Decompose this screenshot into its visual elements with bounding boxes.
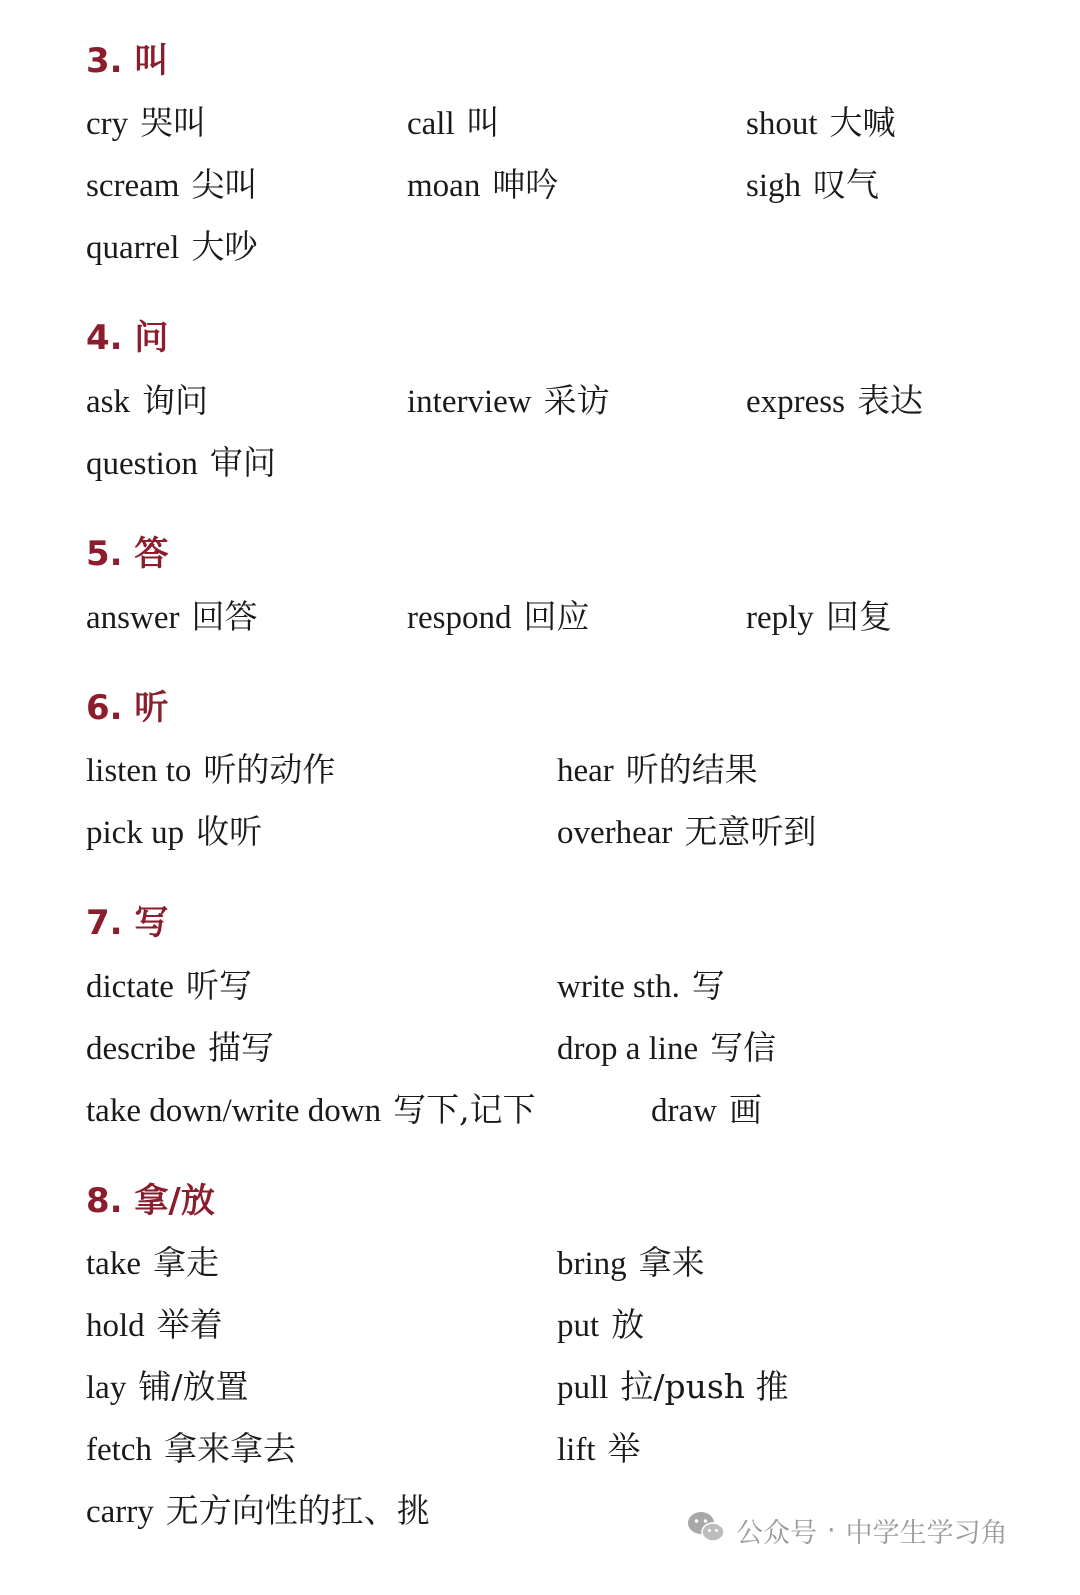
entry-english: ask [86, 384, 130, 420]
vocab-entry-sigh [746, 165, 880, 204]
section-heading-8: 8. 拿/放 [86, 1181, 215, 1221]
entry-chinese: 放 [611, 1305, 645, 1344]
entry-chinese: 哭叫 [140, 103, 207, 142]
entry-chinese: 大吵 [191, 227, 258, 266]
vocab-entry-moan [407, 165, 559, 204]
entry-english: put [557, 1308, 600, 1344]
entry-english: describe [86, 1031, 196, 1067]
entry-english: draw [651, 1093, 717, 1129]
entry-english: scream [86, 168, 180, 204]
entry-chinese: 无方向性的扛、挑 [165, 1491, 430, 1530]
vocab-entry-put [557, 1305, 645, 1344]
section-heading-6: 6. 听 [86, 688, 169, 728]
entry-chinese: 拿来 [638, 1243, 705, 1282]
entry-chinese: 采访 [543, 381, 610, 420]
vocab-entry-carry [86, 1491, 430, 1530]
entry-chinese: 写信 [710, 1028, 777, 1067]
vocab-entry-lift [557, 1429, 641, 1468]
entry-chinese: 描写 [207, 1028, 274, 1067]
vocab-entry-drop-a-line [557, 1028, 777, 1067]
vocab-entry-pull [557, 1367, 789, 1406]
entry-english: take [86, 1246, 141, 1282]
vocab-entry-pick-up [86, 812, 263, 851]
vocab-entry-question [86, 443, 276, 482]
section-heading-3: 3. 叫 [86, 41, 169, 81]
vocab-entry-answer [86, 597, 258, 636]
entry-english: pull [557, 1370, 609, 1406]
entry-english: fetch [86, 1432, 152, 1468]
entry-chinese: 拿来拿去 [163, 1429, 296, 1468]
entry-english: answer [86, 600, 180, 636]
entry-chinese: 画 [728, 1090, 762, 1129]
entry-english: quarrel [86, 230, 180, 266]
vocab-entry-describe [86, 1028, 274, 1067]
vocab-entry-shout [746, 103, 896, 142]
vocab-entry-hear [557, 750, 758, 789]
entry-english: interview [407, 384, 532, 420]
watermark-account: 中学生学习角 [845, 1518, 1008, 1549]
vocab-entry-respond [407, 597, 590, 636]
entry-english: hold [86, 1308, 145, 1344]
entry-chinese: 叫 [466, 103, 500, 142]
entry-english: express [746, 384, 845, 420]
entry-chinese: 听的结果 [625, 750, 758, 789]
entry-chinese: 呻吟 [492, 165, 559, 204]
entry-english: sigh [746, 168, 802, 204]
vocab-entry-take [86, 1243, 219, 1282]
entry-english: carry [86, 1494, 154, 1530]
watermark-separator: · [827, 1515, 836, 1546]
entry-chinese: 回答 [191, 597, 258, 636]
entry-english: dictate [86, 969, 174, 1005]
entry-english: call [407, 106, 455, 142]
section-heading-4: 4. 问 [86, 318, 169, 358]
section-heading-5: 5. 答 [86, 534, 169, 574]
vocab-entry-scream [86, 165, 258, 204]
vocab-entry-write-sth [557, 966, 725, 1005]
vocab-entry-lay [86, 1367, 249, 1406]
entry-chinese: 叹气 [813, 165, 880, 204]
entry-english: cry [86, 106, 129, 142]
entry-chinese: 无意听到 [684, 812, 817, 851]
watermark [686, 1510, 1008, 1551]
entry-chinese: 举着 [156, 1305, 223, 1344]
entry-chinese: 收听 [196, 812, 263, 851]
entry-chinese: 审问 [209, 443, 276, 482]
entry-english: lay [86, 1370, 127, 1406]
vocab-entry-listen-to [86, 750, 336, 789]
entry-english: hear [557, 753, 614, 789]
entry-chinese: 大喊 [829, 103, 896, 142]
vocab-entry-interview [407, 381, 610, 420]
entry-english: write sth. [557, 969, 680, 1005]
entry-chinese: 尖叫 [191, 165, 258, 204]
entry-english: drop a line [557, 1031, 699, 1067]
entry-chinese: 听的动作 [203, 750, 336, 789]
entry-english: listen to [86, 753, 192, 789]
vocab-entry-call [407, 103, 500, 142]
vocab-entry-hold [86, 1305, 223, 1344]
entry-chinese: 写 [691, 966, 725, 1005]
entry-chinese: 拿走 [152, 1243, 219, 1282]
vocab-entry-ask [86, 381, 208, 420]
wechat-icon [686, 1510, 736, 1551]
section-heading-7: 7. 写 [86, 903, 169, 943]
entry-english: reply [746, 600, 814, 636]
entry-english: question [86, 446, 198, 482]
vocab-entry-fetch [86, 1429, 296, 1468]
entry-english: take down/write down [86, 1093, 382, 1129]
entry-english: overhear [557, 815, 673, 851]
entry-chinese: 听写 [185, 966, 252, 1005]
vocab-entry-overhear [557, 812, 817, 851]
entry-chinese: 拉/push 推 [620, 1367, 789, 1406]
vocab-entry-reply [746, 597, 892, 636]
watermark-label: 公众号 [736, 1518, 817, 1549]
entry-chinese: 回复 [825, 597, 892, 636]
vocab-entry-bring [557, 1243, 705, 1282]
entry-english: pick up [86, 815, 185, 851]
entry-chinese: 铺/放置 [138, 1367, 249, 1406]
vocab-entry-express [746, 381, 923, 420]
entry-chinese: 举 [607, 1429, 641, 1468]
vocab-entry-draw [651, 1090, 762, 1129]
entry-english: shout [746, 106, 818, 142]
entry-chinese: 表达 [856, 381, 923, 420]
entry-chinese: 回应 [523, 597, 590, 636]
entry-chinese: 写下,记下 [393, 1090, 536, 1129]
vocab-entry-cry [86, 103, 207, 142]
entry-english: respond [407, 600, 512, 636]
entry-english: bring [557, 1246, 627, 1282]
entry-english: moan [407, 168, 481, 204]
vocab-entry-dictate [86, 966, 252, 1005]
vocab-entry-quarrel [86, 227, 258, 266]
entry-chinese: 询问 [142, 381, 208, 420]
vocab-entry-take-down [86, 1090, 536, 1129]
entry-english: lift [557, 1432, 596, 1468]
